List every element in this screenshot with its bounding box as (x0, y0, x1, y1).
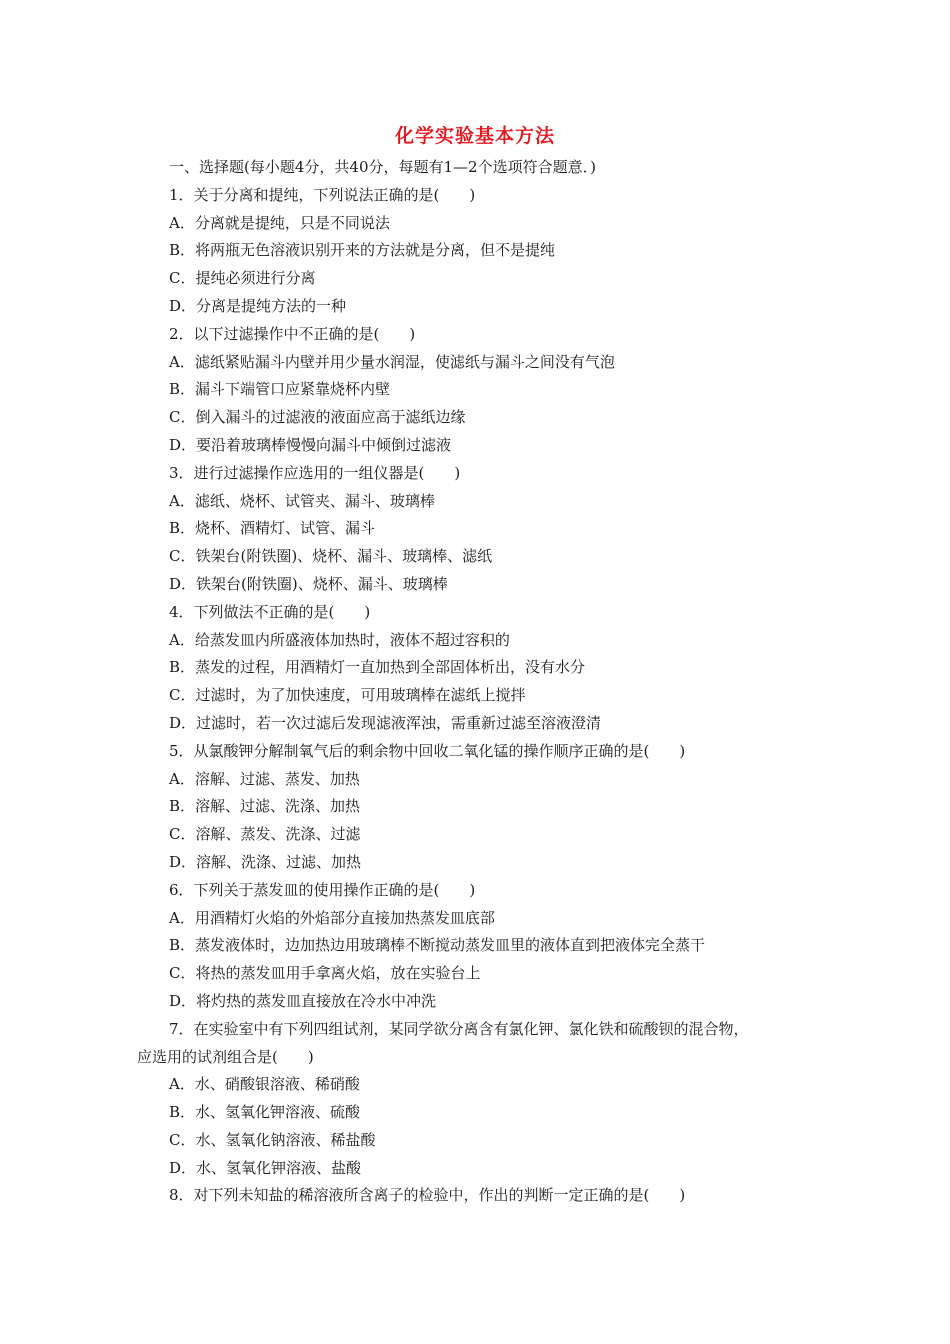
document-body (137, 154, 817, 1210)
question-option: C．水、氢氧化钠溶液、稀盐酸 (169, 1130, 376, 1149)
question-option: B．溶解、过滤、洗涤、加热 (169, 797, 361, 816)
question-stem: 7．在实验室中有下列四组试剂，某同学欲分离含有氯化钾、氯化铁和硫酸钡的混合物， (169, 1019, 749, 1038)
question-option: C．铁架台(附铁圈)、烧杯、漏斗、玻璃棒、滤纸 (169, 547, 493, 566)
question-option: D．水、氢氧化钾溶液、盐酸 (169, 1158, 362, 1177)
question-option: B．漏斗下端管口应紧靠烧杯内壁 (169, 380, 391, 399)
question-option: D．将灼热的蒸发皿直接放在冷水中冲洗 (169, 991, 437, 1010)
question-option: B．水、氢氧化钾溶液、硫酸 (169, 1103, 361, 1122)
question-stem: 4．下列做法不正确的是( ) (169, 602, 371, 621)
question-stem: 2．以下过滤操作中不正确的是( ) (169, 324, 416, 343)
question-option: A．用酒精灯火焰的外焰部分直接加热蒸发皿底部 (169, 908, 495, 927)
question-option: D．过滤时，若一次过滤后发现滤液浑浊，需重新过滤至溶液澄清 (169, 713, 602, 732)
question-stem: 8．对下列未知盐的稀溶液所含离子的检验中，作出的判断一定正确的是( ) (169, 1186, 686, 1205)
question-option: A．滤纸紧贴漏斗内壁并用少量水润湿，使滤纸与漏斗之间没有气泡 (169, 352, 615, 371)
question-option: A．溶解、过滤、蒸发、加热 (169, 769, 360, 788)
question-option: A．给蒸发皿内所盛液体加热时，液体不超过容积的 (169, 630, 510, 649)
question-option: D．要沿着玻璃棒慢慢向漏斗中倾倒过滤液 (169, 435, 452, 454)
question-option: B．蒸发液体时，边加热边用玻璃棒不断搅动蒸发皿里的液体直到把液体完全蒸干 (169, 936, 706, 955)
question-option: A．滤纸、烧杯、试管夹、漏斗、玻璃棒 (169, 491, 435, 510)
question-option: C．倒入漏斗的过滤液的液面应高于滤纸边缘 (169, 408, 466, 427)
question-stem: 6．下列关于蒸发皿的使用操作正确的是( ) (169, 880, 476, 899)
question-option: B．烧杯、酒精灯、试管、漏斗 (169, 519, 376, 538)
question-option: B．将两瓶无色溶液识别开来的方法就是分离，但不是提纯 (169, 241, 556, 260)
question-option: C．将热的蒸发皿用手拿离火焰，放在实验台上 (169, 964, 481, 983)
question-option: C．溶解、蒸发、洗涤、过滤 (169, 825, 361, 844)
question-option: A．分离就是提纯，只是不同说法 (169, 213, 390, 232)
question-option: D．铁架台(附铁圈)、烧杯、漏斗、玻璃棒 (169, 574, 448, 593)
section-heading: 一、选择题(每小题4分，共40分，每题有1—2个选项符合题意．) (169, 158, 596, 176)
question-option: D．分离是提纯方法的一种 (169, 296, 347, 315)
question-option: C．过滤时，为了加快速度，可用玻璃棒在滤纸上搅拌 (169, 686, 526, 705)
document-title: 化学实验基本方法 (394, 125, 555, 147)
question-option: D．溶解、洗涤、过滤、加热 (169, 852, 362, 871)
question-stem: 1．关于分离和提纯，下列说法正确的是( ) (169, 185, 476, 204)
question-option: C．提纯必须进行分离 (169, 269, 316, 288)
question-stem: 3．进行过滤操作应选用的一组仪器是( ) (169, 463, 461, 482)
question-option: B．蒸发的过程，用酒精灯一直加热到全部固体析出，没有水分 (169, 658, 586, 677)
question-option: A．水、硝酸银溶液、稀硝酸 (169, 1075, 360, 1094)
question-stem: 5．从氯酸钾分解制氧气后的剩余物中回收二氧化锰的操作顺序正确的是( ) (169, 741, 686, 760)
question-stem-continued: 应选用的试剂组合是( ) (137, 1047, 314, 1066)
